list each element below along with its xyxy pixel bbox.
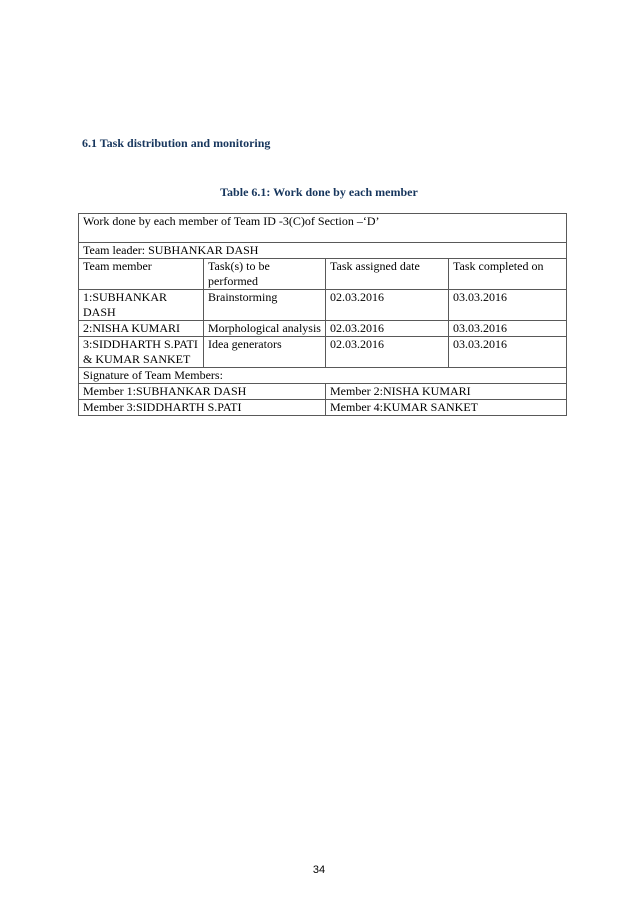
assigned-date-cell: 02.03.2016 bbox=[326, 337, 449, 368]
table-caption: Table 6.1: Work done by each member bbox=[220, 185, 418, 199]
signature-cell: Member 2:NISHA KUMARI bbox=[326, 384, 567, 400]
table-row bbox=[79, 290, 567, 321]
signature-label-cell: Signature of Team Members: bbox=[79, 368, 567, 384]
signature-cell: Member 4:KUMAR SANKET bbox=[326, 400, 567, 416]
team-leader-row bbox=[79, 243, 567, 259]
assigned-date-cell: 02.03.2016 bbox=[326, 290, 449, 321]
assigned-date-cell: 02.03.2016 bbox=[326, 321, 449, 337]
task-cell: Idea generators bbox=[204, 337, 326, 368]
signature-label-row bbox=[79, 368, 567, 384]
header-cell: Task assigned date bbox=[326, 259, 449, 290]
completed-date-cell: 03.03.2016 bbox=[449, 337, 567, 368]
table-row bbox=[79, 321, 567, 337]
signature-row bbox=[79, 400, 567, 416]
section-heading: 6.1 Task distribution and monitoring bbox=[82, 136, 271, 150]
page-number: 34 bbox=[312, 864, 326, 876]
team-leader-cell: Team leader: SUBHANKAR DASH bbox=[79, 243, 567, 259]
task-cell: Morphological analysis bbox=[204, 321, 326, 337]
table-title-cell: Work done by each member of Team ID -3(C)of Section –‘D’ bbox=[79, 214, 567, 243]
task-cell: Brainstorming bbox=[204, 290, 326, 321]
signature-row bbox=[79, 384, 567, 400]
signature-cell: Member 3:SIDDHARTH S.PATI bbox=[79, 400, 326, 416]
member-cell: 2:NISHA KUMARI bbox=[79, 321, 204, 337]
member-cell: 3:SIDDHARTH S.PATI & KUMAR SANKET bbox=[79, 337, 204, 368]
work-table bbox=[78, 213, 567, 416]
header-cell: Team member bbox=[79, 259, 204, 290]
table-row bbox=[79, 337, 567, 368]
completed-date-cell: 03.03.2016 bbox=[449, 290, 567, 321]
member-cell: 1:SUBHANKAR DASH bbox=[79, 290, 204, 321]
header-cell: Task(s) to be performed bbox=[204, 259, 326, 290]
completed-date-cell: 03.03.2016 bbox=[449, 321, 567, 337]
header-cell: Task completed on bbox=[449, 259, 567, 290]
table-title-row bbox=[79, 214, 567, 243]
table-header-row bbox=[79, 259, 567, 290]
signature-cell: Member 1:SUBHANKAR DASH bbox=[79, 384, 326, 400]
